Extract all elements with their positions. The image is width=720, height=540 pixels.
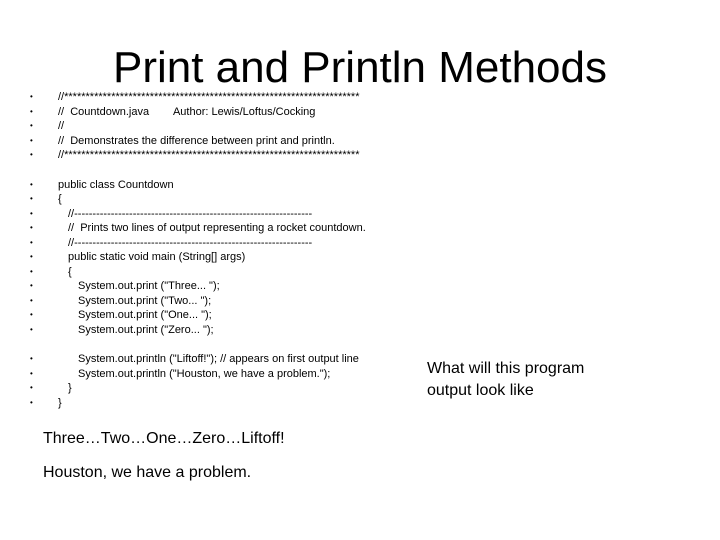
code-line-text: } [68,382,72,394]
bullet-marker: • [30,208,33,218]
code-line-text: // Prints two lines of output representing a rocket countdown. [68,222,366,234]
code-group-gap [30,163,410,178]
code-line [30,207,410,222]
code-line [30,323,410,338]
bullet-marker: • [30,354,33,363]
bullet-marker: • [30,121,33,130]
code-line-text: { [58,193,62,205]
question-text: What will this program output look like [427,360,585,399]
bullet-marker: • [30,310,33,319]
bullet-marker: • [30,223,33,232]
code-line [30,192,410,207]
code-line-text: // Countdown.java Author: Lewis/Loftus/Cocking [58,105,316,118]
bullet-marker: • [30,324,33,334]
code-line [30,381,410,396]
code-line-text: //********************************************************************* [58,91,360,103]
output-line-1: Three…Two…One…Zero…Liftoff! [43,430,285,447]
bullet-marker: • [30,179,33,189]
bullet-marker: • [30,383,33,392]
bullet-marker: • [30,397,33,407]
code-line-text: public static void main (String[] args) [68,251,246,263]
bullet-marker: • [30,194,33,203]
slide-title: Print and Println Methods [112,43,608,92]
code-line-text: } [58,396,62,409]
code-line-text: //----------------------------------------------------------------- [68,207,313,220]
code-line [30,308,410,323]
code-line-text: public class Countdown [58,178,174,191]
code-line [30,178,410,193]
code-line [30,250,410,265]
code-line [30,148,410,163]
code-line-text: { [68,265,72,278]
bullet-marker: • [30,252,33,261]
code-line [30,367,410,382]
bullet-marker: • [30,106,33,116]
code-line-text: System.out.println ("Liftoff!"); // appears on first output line [78,353,359,365]
bullet-marker: • [30,281,33,290]
code-line [30,279,410,294]
code-line-text: System.out.println ("Houston, we have a problem."); [78,367,331,380]
bullet-marker: • [30,368,33,378]
code-group-gap [30,337,410,352]
code-line [30,236,410,251]
code-line-text: System.out.print ("Two... "); [78,294,212,307]
code-line-text: // [58,120,65,132]
code-line [30,134,410,149]
code-line [30,105,410,120]
bullet-marker: • [30,92,33,101]
code-line [30,396,410,411]
output-line-2: Houston, we have a problem. [43,464,252,481]
code-line-text: System.out.print ("Zero... "); [78,323,214,336]
code-line [30,265,410,280]
code-line [30,119,410,134]
bullet-marker: • [30,295,33,305]
code-line-text: // Demonstrates the difference between print and println. [58,134,335,147]
bullet-marker: • [30,266,33,276]
code-line [30,221,410,236]
code-line [30,352,410,367]
code-line-text: System.out.print ("One... "); [78,309,212,321]
code-line [30,90,410,105]
code-listing [30,90,410,410]
code-line-text: //----------------------------------------------------------------- [68,236,313,249]
code-line-text: //********************************************************************* [58,149,360,161]
code-line-text: System.out.print ("Three... "); [78,280,220,292]
bullet-marker: • [30,135,33,145]
bullet-marker: • [30,237,33,247]
code-line [30,294,410,309]
bullet-marker: • [30,150,33,159]
